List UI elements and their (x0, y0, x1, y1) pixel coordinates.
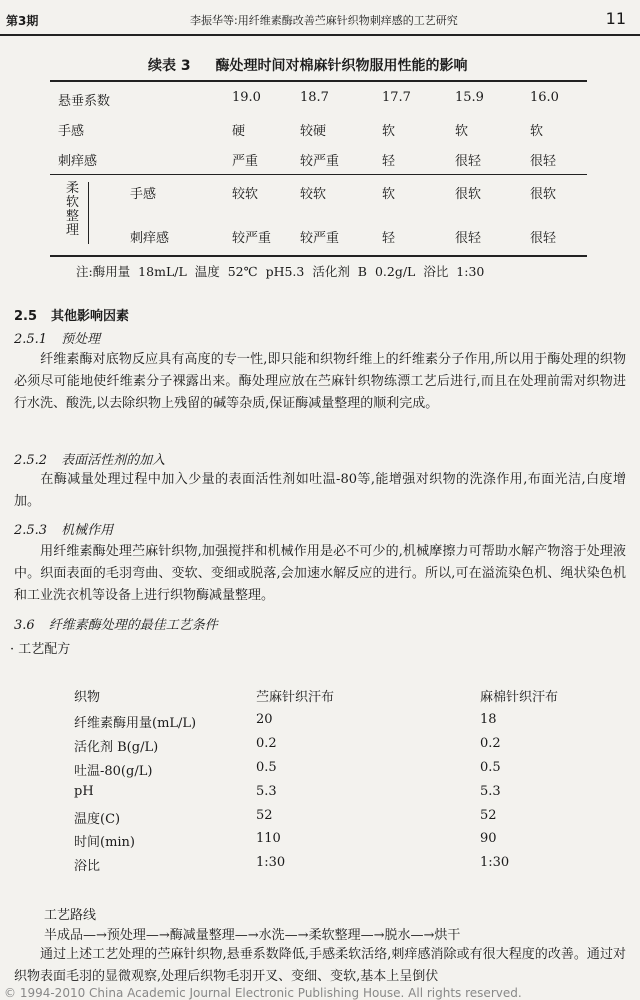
table-cell: 硬 (232, 124, 246, 139)
recipe-value: 110 (256, 831, 281, 846)
table-top-rule (50, 80, 587, 82)
table-cell: 很软 (530, 187, 557, 202)
table-cell: 较硬 (300, 124, 327, 139)
table-cell: 软 (382, 124, 396, 139)
recipe-label: 活化剂 B(g/L) (74, 740, 159, 755)
section-heading-2-5-1: 2.5.1 预处理 (14, 332, 101, 347)
recipe-value: 0.5 (256, 760, 277, 775)
recipe-value: 5.3 (480, 784, 501, 799)
recipe-header-fabric: 织物 (74, 690, 101, 705)
table-cell: 较严重 (300, 154, 340, 169)
table-cell: 很轻 (455, 154, 482, 169)
recipe-label: pH (74, 784, 94, 799)
table-cell: 17.7 (382, 90, 411, 105)
table-cell: 严重 (232, 154, 259, 169)
table-note: 注:酶用量 18mL/L 温度 52℃ pH5.3 活化剂 B 0.2g/L 浴比 1:30 (76, 264, 485, 279)
issue-label: 第3期 (6, 14, 39, 28)
table-bottom-rule (50, 255, 587, 257)
table-cell: 很软 (455, 187, 482, 202)
recipe-label: 吐温-80(g/L) (74, 764, 153, 779)
table-cell: 轻 (382, 154, 396, 169)
conclusion-paragraph: 通过上述工艺处理的苎麻针织物,悬垂系数降低,手感柔软活络,刺痒感消除或有很大程度的改善。通过对织物表面毛羽的显微观察,处理后织物毛羽开叉、变细、变软,基本上呈倒伏 (14, 947, 626, 984)
table-cell: 15.9 (455, 90, 484, 105)
table-cell: 较严重 (300, 231, 340, 246)
table-cell: 较软 (300, 187, 327, 202)
table-cell: 很轻 (530, 231, 557, 246)
table-number: 续表 3 (148, 58, 191, 74)
recipe-value: 0.5 (480, 760, 501, 775)
group-label-softening: 柔软整理 (66, 181, 80, 238)
table-cell: 较软 (232, 187, 259, 202)
table-cell: 软 (530, 124, 544, 139)
recipe-header-blend: 麻棉针织汗布 (480, 690, 559, 705)
table-cell: 19.0 (232, 90, 261, 105)
recipe-value: 1:30 (480, 855, 510, 870)
table-cell: 很轻 (530, 154, 557, 169)
recipe-heading: · 工艺配方 (10, 642, 71, 657)
table-title: 酶处理时间对棉麻针织物服用性能的影响 (215, 58, 468, 74)
subrow-label-hand: 手感 (130, 187, 157, 202)
table-cell: 18.7 (300, 90, 329, 105)
table-cell: 软 (455, 124, 469, 139)
group-bracket (88, 182, 95, 244)
table-cell: 软 (382, 187, 396, 202)
table-caption (148, 55, 468, 75)
paragraph-2-5-1: 纤维素酶对底物反应具有高度的专一性,即只能和织物纤维上的纤维素分子作用,所以用于酶处理的织物必须尽可能地使纤维素分子裸露出来。酶处理应放在苎麻针织物练漂工艺后进行,而且在处理前需对织物进行水洗、酸洗,以去除织物上残留的碱等杂质,保证酶减量整理的顺利完成。 (14, 352, 626, 411)
running-header (0, 0, 640, 36)
table-cell: 很轻 (455, 231, 482, 246)
recipe-value: 18 (480, 712, 497, 727)
recipe-label: 纤维素酶用量(mL/L) (74, 716, 197, 731)
route-heading: 工艺路线 (44, 908, 97, 923)
process-route: 半成品—→预处理—→酶减量整理—→水洗—→柔软整理—→脱水—→烘干 (44, 928, 461, 943)
section-heading-2-5-3: 2.5.3 机械作用 (14, 523, 114, 538)
row-label-drape: 悬垂系数 (58, 94, 111, 109)
table-cell: 16.0 (530, 90, 559, 105)
running-title: 李振华等:用纤维素酶改善苎麻针织物刺痒感的工艺研究 (190, 14, 458, 27)
recipe-label: 温度(C) (74, 812, 121, 827)
table-cell: 轻 (382, 231, 396, 246)
section-heading-2-5: 2.5 其他影响因素 (14, 309, 130, 324)
table-cell: 较严重 (232, 231, 272, 246)
recipe-value: 90 (480, 831, 497, 846)
paragraph-2-5-2: 在酶减量处理过程中加入少量的表面活性剂如吐温-80等,能增强对织物的洗涤作用,布面光洁,白度增加。 (14, 472, 626, 509)
page-number: 11 (605, 9, 626, 28)
recipe-value: 52 (480, 808, 497, 823)
copyright-footer: © 1994-2010 China Academic Journal Electronic Publishing House. All rights reserved. (4, 986, 522, 1000)
recipe-value: 0.2 (480, 736, 501, 751)
paragraph-2-5-3: 用纤维素酶处理苎麻针织物,加强搅拌和机械作用是必不可少的,机械摩擦力可帮助水解产物溶于处理液中。织面表面的毛羽弯曲、变软、变细或脱落,会加速水解反应的进行。所以,可在溢流染色机、绳状染色机和工业洗衣机等设备上进行织物酶减量整理。 (14, 544, 626, 603)
section-heading-2-5-2: 2.5.2 表面活性剂的加入 (14, 453, 166, 468)
section-heading-3-6: 3.6 纤维素酶处理的最佳工艺条件 (14, 618, 218, 633)
row-label-prickle: 刺痒感 (58, 154, 98, 169)
recipe-value: 5.3 (256, 784, 277, 799)
recipe-label: 时间(min) (74, 835, 136, 850)
recipe-header-ramie: 苎麻针织汗布 (256, 690, 335, 705)
row-label-hand: 手感 (58, 124, 85, 139)
table-mid-rule (50, 174, 587, 175)
recipe-value: 20 (256, 712, 273, 727)
recipe-label: 浴比 (74, 859, 101, 874)
subrow-label-prickle: 刺痒感 (130, 231, 170, 246)
recipe-value: 0.2 (256, 736, 277, 751)
recipe-value: 1:30 (256, 855, 286, 870)
recipe-value: 52 (256, 808, 273, 823)
